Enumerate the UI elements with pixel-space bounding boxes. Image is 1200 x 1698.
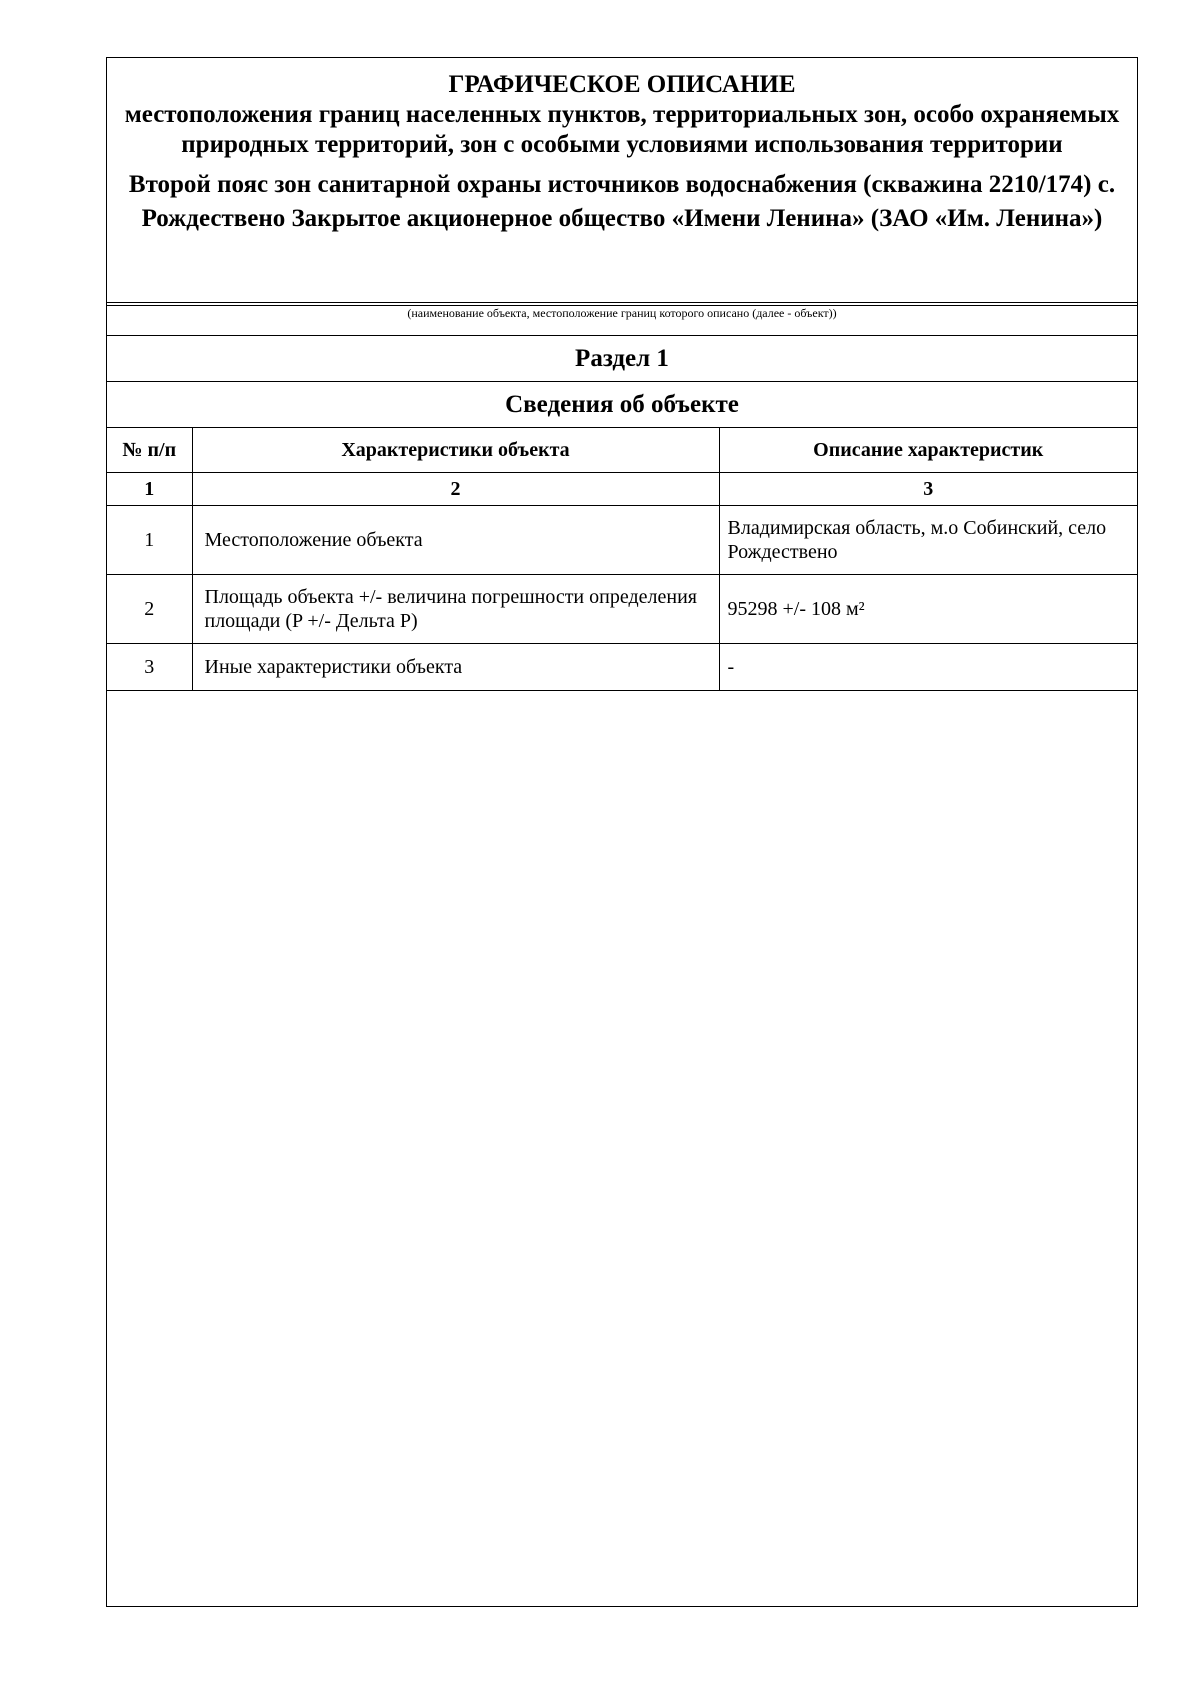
header-cell-number: № п/п xyxy=(107,428,192,473)
document-frame xyxy=(106,57,1138,1607)
object-info-table xyxy=(107,428,1137,691)
object-name: Второй пояс зон санитарной охраны источников водоснабжения (скважина 2210/174) с. Рождествено Закрытое акционерное общество «Имени Ленина» (ЗАО «Им. Ленина») xyxy=(128,171,1116,232)
row-description: 95298 +/- 108 м² xyxy=(719,575,1137,644)
document-title: ГРАФИЧЕСКОЕ ОПИСАНИЕ xyxy=(448,71,796,98)
section-subtitle: Сведения об объекте xyxy=(107,382,1137,428)
section-title: Раздел 1 xyxy=(107,336,1137,382)
table-row xyxy=(107,506,1137,575)
column-number-row xyxy=(107,473,1137,506)
table-header-row xyxy=(107,428,1137,473)
header-cell-description: Описание характеристик xyxy=(719,428,1137,473)
row-number: 1 xyxy=(107,506,192,575)
row-characteristic: Площадь объекта +/- величина погрешности определения площади (P +/- Дельта P) xyxy=(192,575,719,644)
row-number: 3 xyxy=(107,644,192,691)
row-characteristic: Местоположение объекта xyxy=(192,506,719,575)
object-name-caption: (наименование объекта, местоположение границ которого описано (далее - объект)) xyxy=(107,306,1137,336)
column-number: 3 xyxy=(719,473,1137,506)
header-cell-characteristic: Характеристики объекта xyxy=(192,428,719,473)
row-characteristic: Иные характеристики объекта xyxy=(192,644,719,691)
column-number: 2 xyxy=(192,473,719,506)
document-subtitle: местоположения границ населенных пунктов, территориальных зон, особо охраняемых природных территорий, зон с особыми условиями использования территории xyxy=(124,101,1120,158)
row-description: - xyxy=(719,644,1137,691)
row-number: 2 xyxy=(107,575,192,644)
table-row xyxy=(107,644,1137,691)
table-row xyxy=(107,575,1137,644)
column-number: 1 xyxy=(107,473,192,506)
document-header xyxy=(107,58,1137,303)
row-description: Владимирская область, м.о Собинский, село Рождествено xyxy=(719,506,1137,575)
